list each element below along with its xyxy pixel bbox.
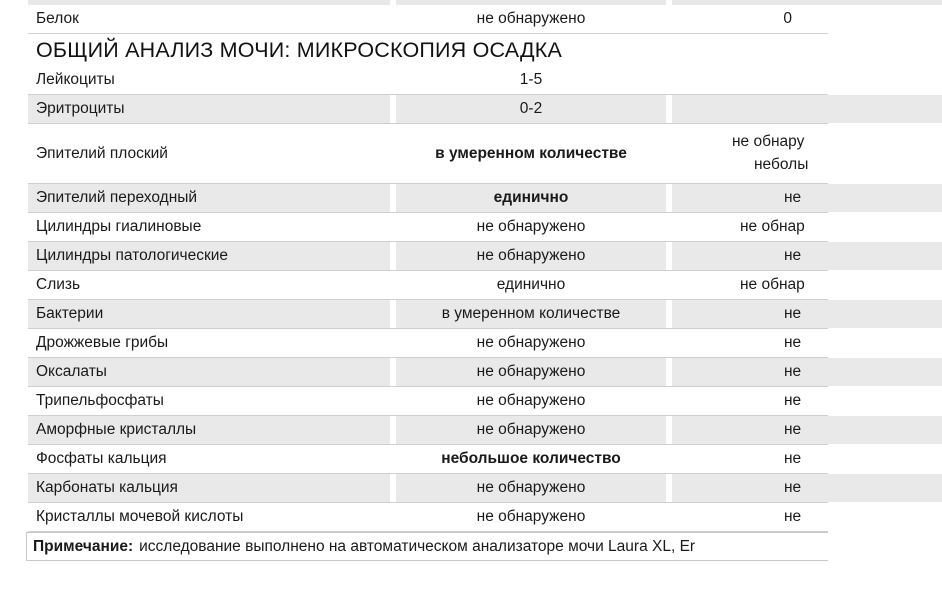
table-row [28, 445, 828, 474]
test-name: Фосфаты кальция [36, 450, 167, 467]
table-row [28, 300, 828, 329]
reference-value [672, 124, 942, 183]
table-row [28, 184, 828, 213]
table-row [28, 213, 828, 242]
table-row [28, 329, 828, 358]
test-result: в умеренном количестве [435, 144, 627, 162]
test-result: не обнаружено [396, 358, 666, 386]
table-row [28, 416, 828, 445]
reference-value: не [672, 474, 942, 502]
reference-value: не обнар [740, 217, 805, 235]
test-result: небольшое количество [441, 450, 621, 467]
table-row [28, 124, 828, 184]
reference-value: не [672, 242, 942, 270]
test-result: в умеренном количестве [396, 300, 666, 328]
test-result: единично [396, 184, 666, 212]
test-result: 0-2 [396, 95, 666, 123]
test-result: не обнаружено [476, 392, 586, 409]
reference-value: не [672, 358, 942, 386]
test-result: не обнаружено [396, 474, 666, 502]
test-name: Лейкоциты [36, 71, 115, 88]
table-row [28, 95, 828, 124]
table-row [28, 503, 828, 532]
test-name: Цилиндры патологические [28, 242, 390, 270]
footnote [26, 532, 828, 561]
reference-value: не [672, 300, 942, 328]
table-row [28, 358, 828, 387]
test-name: Цилиндры гиалиновые [36, 218, 202, 235]
test-name: Эритроциты [28, 95, 390, 123]
test-name: Эпителий плоский [36, 144, 168, 162]
section-title: ОБЩИЙ АНАЛИЗ МОЧИ: МИКРОСКОПИЯ ОСАДКА [36, 37, 563, 62]
test-name: Дрожжевые грибы [36, 334, 169, 351]
test-result: не обнаружено [476, 218, 586, 235]
reference-line-2: неболы [754, 155, 809, 173]
reference-value [672, 66, 942, 94]
test-name: Бактерии [28, 300, 390, 328]
table-row [28, 387, 828, 416]
test-name: Оксалаты [28, 358, 390, 386]
reference-value: не [672, 184, 942, 212]
table-row [28, 271, 828, 300]
table-row [28, 242, 828, 271]
test-result: не обнаружено [476, 334, 586, 351]
table-row [28, 66, 828, 95]
table-row-protein [28, 5, 828, 34]
test-result: 1-5 [519, 71, 543, 88]
test-name: Белок [36, 10, 79, 27]
test-result: единично [496, 276, 566, 293]
test-name: Кристаллы мочевой кислоты [36, 508, 244, 525]
reference-line-1: не обнару [732, 133, 805, 151]
test-result: не обнаружено [476, 10, 586, 27]
test-name: Аморфные кристаллы [28, 416, 390, 444]
test-result: не обнаружено [476, 508, 586, 525]
test-name: Слизь [36, 276, 81, 293]
test-name: Карбонаты кальция [28, 474, 390, 502]
test-name: Трипельфосфаты [36, 392, 164, 409]
reference-value: не [784, 449, 802, 467]
test-result: не обнаружено [396, 242, 666, 270]
reference-value: не [784, 507, 802, 525]
lab-report-page [28, 0, 828, 561]
reference-value [672, 95, 942, 123]
reference-value: не обнар [740, 275, 805, 293]
footnote-label: Примечание: [33, 537, 134, 555]
reference-value: не [784, 333, 802, 351]
test-result: не обнаружено [396, 416, 666, 444]
test-name: Эпителий переходный [28, 184, 390, 212]
footnote-text: исследование выполнено на автоматическом анализаторе мочи Laura XL, Er [139, 537, 696, 555]
table-row [28, 474, 828, 503]
reference-value: не [672, 416, 942, 444]
reference-value: 0 [783, 9, 792, 27]
reference-value: не [784, 391, 802, 409]
